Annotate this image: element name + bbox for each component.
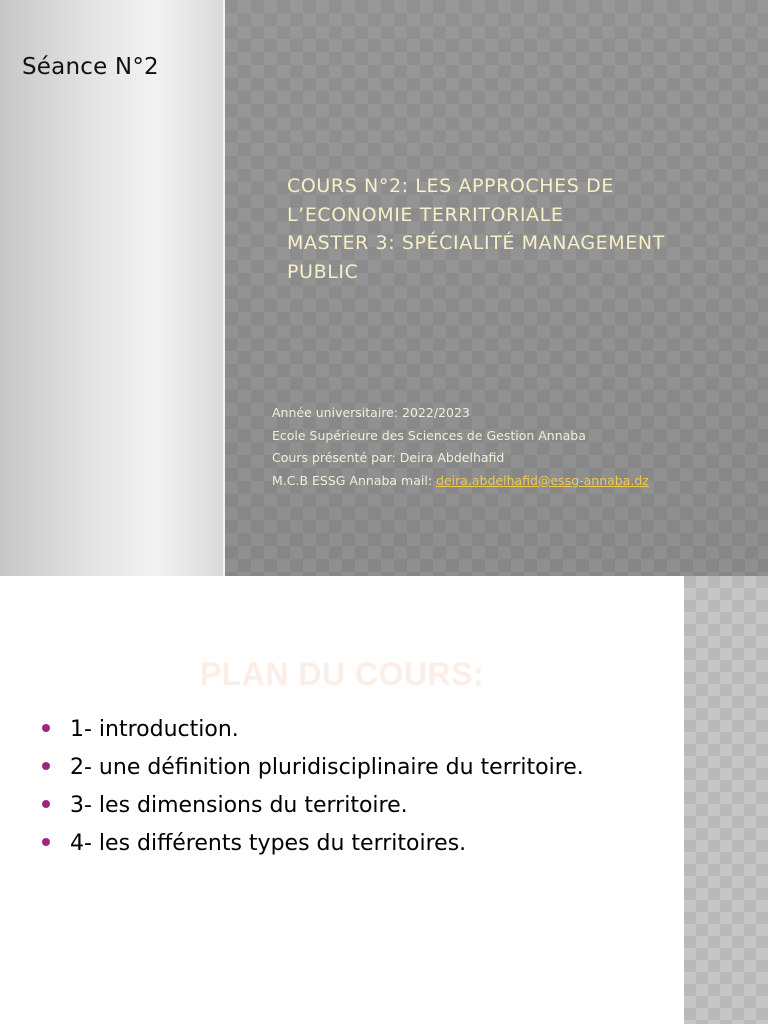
list-item — [40, 752, 670, 783]
left-gradient-panel — [0, 0, 223, 576]
bullet-icon — [42, 762, 50, 770]
plan-title: PLAN DU COURS: — [199, 656, 485, 692]
course-title — [287, 172, 747, 286]
course-title-line-4: PUBLIC — [287, 260, 359, 283]
slide-plan — [0, 576, 768, 1024]
academic-year: Année universitaire: 2022/2023 — [272, 405, 470, 420]
course-title-line-3: MASTER 3: SPÉCIALITÉ MANAGEMENT — [287, 232, 665, 254]
course-title-line-1: COURS N°2: LES APPROCHES DE — [287, 175, 614, 197]
right-pattern-strip — [684, 576, 768, 1024]
school-name: Ecole Supérieure des Sciences de Gestion Annaba — [272, 427, 586, 443]
plan-list — [40, 714, 670, 866]
course-info — [272, 402, 742, 492]
bullet-icon — [42, 800, 50, 808]
mail-prefix: M.C.B ESSG Annaba mail: — [272, 472, 437, 488]
list-item-text: 4- les différents types du territoires. — [70, 831, 467, 856]
course-title-line-2: L’ECONOMIE TERRITORIALE — [287, 203, 564, 226]
list-item — [40, 828, 670, 859]
list-item — [40, 790, 670, 821]
presenter: Cours présenté par: Deira Abdelhafid — [272, 450, 505, 465]
list-item-text: 2- une définition pluridisciplinaire du territoire. — [70, 755, 584, 780]
contact-line — [272, 470, 742, 493]
bullet-icon — [42, 838, 50, 846]
list-item — [40, 714, 670, 745]
session-label: Séance N°2 — [22, 54, 159, 80]
email-link[interactable]: deira.abdelhafid@essg-annaba.dz — [436, 472, 649, 488]
bullet-icon — [42, 724, 50, 732]
list-item-text: 3- les dimensions du territoire. — [70, 793, 408, 818]
list-item-text: 1- introduction. — [70, 717, 239, 742]
